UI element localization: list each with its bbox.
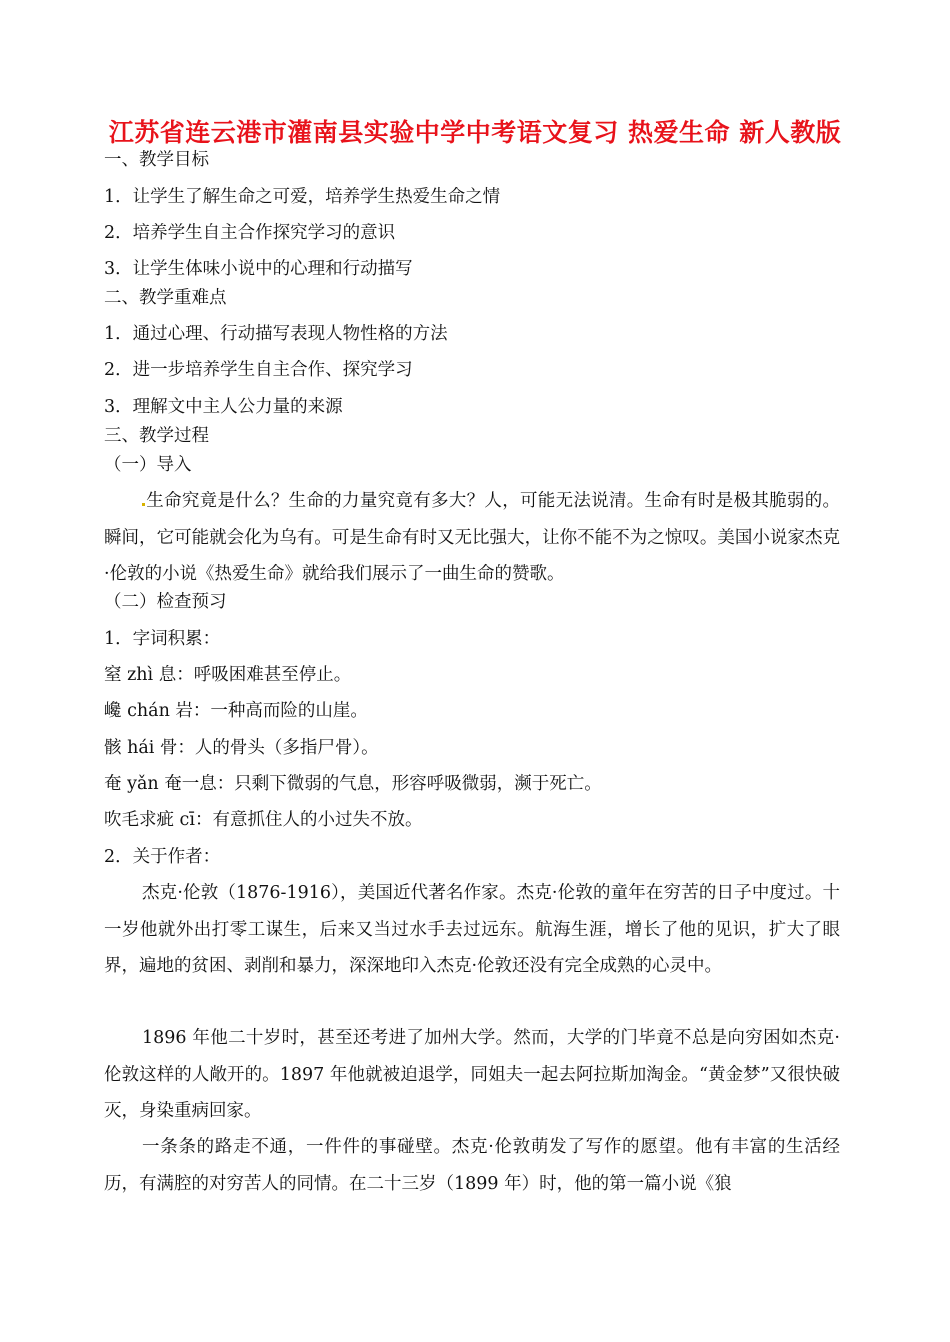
goal-item: 2．培养学生自主合作探究学习的意识 [104, 223, 396, 243]
goal-item: 3．让学生体味小说中的心理和行动描写 [104, 259, 413, 279]
keypoint-item: 3．理解文中主人公力量的来源 [104, 397, 343, 417]
section-heading-process: 三、教学过程 [104, 426, 209, 446]
section-heading-goals: 一、教学目标 [104, 150, 209, 170]
edit-mark-icon [142, 503, 145, 506]
author-paragraph: 一条条的路走不通，一件件的事碰壁。杰克·伦敦萌发了写作的愿望。他有丰富的生活经历，有满腔的对穷苦人的同情。在二十三岁（1899 年）时，他的第一篇小说《狼 [104, 1137, 840, 1194]
author-heading: 2．关于作者： [104, 847, 221, 867]
vocab-item: 奄 yǎn 奄一息：只剩下微弱的气息，形容呼吸微弱，濒于死亡。 [104, 774, 602, 794]
vocab-heading: 1．字词积累： [104, 629, 221, 649]
subheading-intro: （一）导入 [104, 455, 192, 475]
goal-item: 1．让学生了解生命之可爱，培养学生热爱生命之情 [104, 187, 501, 207]
section-heading-keypoints: 二、教学重难点 [104, 288, 227, 308]
keypoint-item: 2．进一步培养学生自主合作、探究学习 [104, 360, 413, 380]
intro-paragraph [104, 483, 840, 593]
vocab-item: 吹毛求疵 cī：有意抓住人的小过失不放。 [104, 810, 423, 830]
keypoint-item: 1．通过心理、行动描写表现人物性格的方法 [104, 324, 448, 344]
author-paragraph: 1896 年他二十岁时，甚至还考进了加州大学。然而，大学的门毕竟不总是向穷困如杰克·伦敦这样的人敞开的。1897 年他就被迫退学，同姐夫一起去阿拉斯加淘金。“黄金梦”又很快破灭，身染重病回家。 [104, 1028, 840, 1121]
document-title: 江苏省连云港市灌南县实验中学中考语文复习 热爱生命 新人教版 [108, 118, 842, 147]
author-paragraph: 杰克·伦敦（1876-1916），美国近代著名作家。杰克·伦敦的童年在穷苦的日子中度过。十一岁他就外出打零工谋生，后来又当过水手去过远东。航海生涯，增长了他的见识，扩大了眼界，遍地的贫困、剥削和暴力，深深地印入杰克·伦敦还没有完全成熟的心灵中。 [104, 883, 840, 976]
vocab-item: 骸 hái 骨：人的骨头（多指尸骨）。 [104, 738, 379, 758]
vocab-item: 巉 chán 岩：一种高而险的山崖。 [104, 701, 368, 721]
intro-text: 生命究竟是什么？生命的力量究竟有多大？人，可能无法说清。生命有时是极其脆弱的。瞬间，它可能就会化为乌有。可是生命有时又无比强大，让你不能不为之惊叹。美国小说家杰克·伦敦的小说《热爱生命》就给我们展示了一曲生命的赞歌。 [104, 491, 840, 584]
subheading-preview: （二）检查预习 [104, 592, 227, 612]
vocab-item: 窒 zhì 息：呼吸困难甚至停止。 [104, 665, 352, 685]
